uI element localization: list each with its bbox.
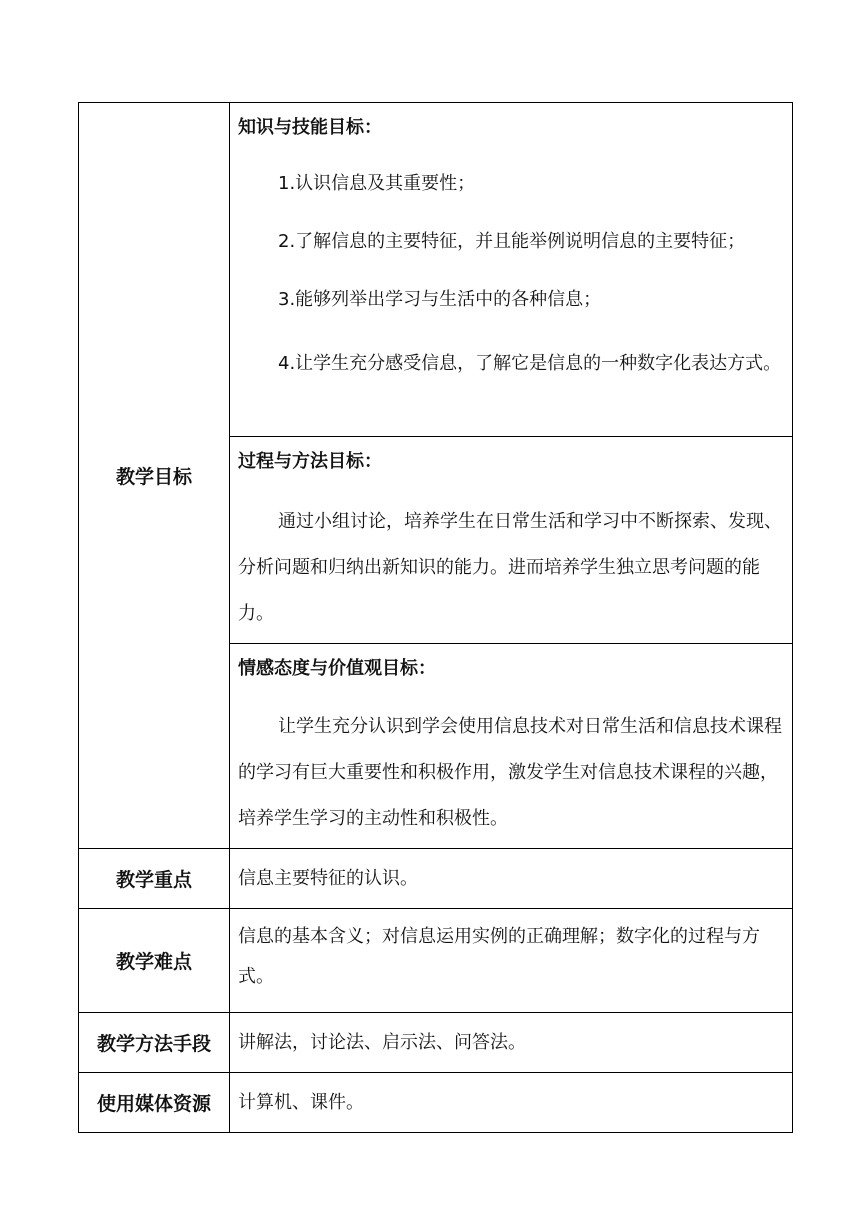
media-cell <box>230 1073 793 1133</box>
difficulties-text: 信息的基本含义；对信息运用实例的正确理解；数字化的过程与方式。 <box>238 926 760 987</box>
methods-label: 教学方法手段 <box>79 1013 230 1073</box>
process-objectives-title: 过程与方法目标： <box>238 451 382 472</box>
list-item: 2.了解信息的主要特征，并且能举例说明信息的主要特征； <box>278 231 746 252</box>
emotion-objectives-cell <box>230 644 793 849</box>
media-text: 计算机、课件。 <box>238 1091 364 1113</box>
key-points-text: 信息主要特征的认识。 <box>238 867 418 889</box>
list-item: 1.认识信息及其重要性； <box>278 173 476 194</box>
methods-text: 讲解法，讨论法、启示法、问答法。 <box>238 1031 526 1053</box>
key-points-cell <box>230 849 793 909</box>
table-row <box>79 909 793 1013</box>
table-row <box>79 1073 793 1133</box>
knowledge-objectives-cell <box>230 103 793 437</box>
table-row <box>79 849 793 909</box>
table-row <box>79 1013 793 1073</box>
lesson-plan-table <box>78 102 793 1133</box>
difficulties-label: 教学难点 <box>79 909 230 1013</box>
emotion-objectives-title: 情感态度与价值观目标： <box>238 658 436 679</box>
list-item: 3.能够列举出学习与生活中的各种信息； <box>278 289 602 310</box>
list-item: 4.让学生充分感受信息，了解它是信息的一种数字化表达方式。 <box>278 353 782 374</box>
process-objectives-text: 通过小组讨论，培养学生在日常生活和学习中不断探索、发现、分析问题和归纳出新知识的能力。进而培养学生独立思考问题的能力。 <box>238 511 782 624</box>
media-label: 使用媒体资源 <box>79 1073 230 1133</box>
objectives-label: 教学目标 <box>79 103 230 849</box>
key-points-label: 教学重点 <box>79 849 230 909</box>
methods-cell <box>230 1013 793 1073</box>
difficulties-cell <box>230 909 793 1013</box>
knowledge-objectives-title: 知识与技能目标： <box>238 117 382 138</box>
process-objectives-cell <box>230 437 793 644</box>
emotion-objectives-text: 让学生充分认识到学会使用信息技术对日常生活和信息技术课程的学习有巨大重要性和积极作用，激发学生对信息技术课程的兴趣，培养学生学习的主动性和积极性。 <box>238 716 782 829</box>
table-row <box>79 103 793 437</box>
